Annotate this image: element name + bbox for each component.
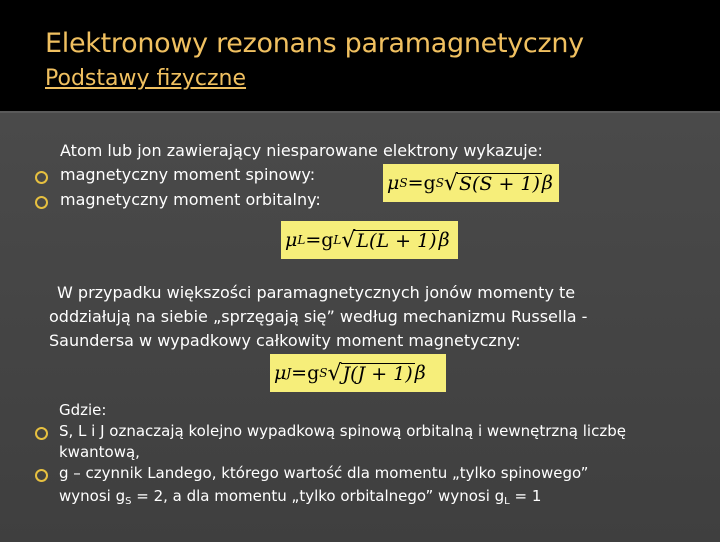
lande-text-part: = 2, a dla momentu „tylko orbitalnego” wynosi g bbox=[131, 487, 505, 505]
formula-subscript: L bbox=[333, 233, 342, 247]
formula-subscript: S bbox=[319, 366, 328, 380]
quantum-numbers-line2: kwantową, bbox=[59, 443, 140, 461]
coupling-text-line2: oddziałują na siebie „sprzęgają się” według mechanizmu Russella - bbox=[49, 307, 588, 326]
bullet-spin-moment: magnetyczny moment spinowy: bbox=[60, 165, 316, 184]
formula-equals: =g bbox=[407, 172, 436, 194]
lande-factor-line2 bbox=[59, 487, 541, 507]
slide-title: Elektronowy rezonans paramagnetyczny bbox=[45, 28, 584, 59]
total-moment-formula bbox=[270, 354, 446, 392]
formula-beta: β bbox=[541, 172, 553, 194]
where-label: Gdzie: bbox=[59, 401, 107, 419]
sqrt-symbol: √ J(J + 1) bbox=[327, 360, 413, 386]
formula-subscript: S bbox=[399, 176, 408, 190]
bullet-icon bbox=[35, 427, 48, 440]
coupling-text-line3: Saundersa w wypadkowy całkowity moment magnetyczny: bbox=[49, 331, 521, 350]
formula-radicand: S(S + 1) bbox=[458, 172, 540, 195]
bullet-icon bbox=[35, 469, 48, 482]
formula-symbol: μ bbox=[387, 172, 400, 194]
lande-text-part: = 1 bbox=[509, 487, 542, 505]
formula-subscript: J bbox=[286, 366, 292, 380]
formula-radicand: L(L + 1) bbox=[356, 229, 437, 252]
formula-beta: β bbox=[414, 362, 426, 384]
intro-text: Atom lub jon zawierający niesparowane elektrony wykazuje: bbox=[60, 141, 543, 160]
formula-beta: β bbox=[438, 229, 450, 251]
formula-equals: =g bbox=[291, 362, 320, 384]
lande-subscript: S bbox=[125, 496, 132, 507]
sqrt-symbol: √ L(L + 1) bbox=[341, 227, 437, 253]
formula-symbol: μ bbox=[274, 362, 287, 384]
lande-subscript: L bbox=[504, 496, 510, 507]
bullet-icon bbox=[35, 171, 48, 184]
slide-content bbox=[0, 111, 720, 542]
formula-radicand: J(J + 1) bbox=[342, 362, 413, 385]
quantum-numbers-line1: S, L i J oznaczają kolejno wypadkową spinową orbitalną i wewnętrzną liczbę bbox=[59, 422, 626, 440]
orbital-moment-formula bbox=[281, 221, 458, 259]
lande-factor-line1: g – czynnik Landego, którego wartość dla momentu „tylko spinowego” bbox=[59, 464, 589, 482]
lande-text-part: wynosi g bbox=[59, 487, 126, 505]
bullet-orbital-moment: magnetyczny moment orbitalny: bbox=[60, 190, 321, 209]
title-bar bbox=[0, 0, 720, 110]
bullet-icon bbox=[35, 196, 48, 209]
formula-symbol: μ bbox=[285, 229, 298, 251]
coupling-text-line1: W przypadku większości paramagnetycznych jonów momenty te bbox=[57, 283, 576, 302]
formula-equals: =g bbox=[305, 229, 334, 251]
spin-moment-formula bbox=[383, 164, 559, 202]
slide-subtitle: Podstawy fizyczne bbox=[45, 66, 247, 91]
sqrt-symbol: √ S(S + 1) bbox=[443, 170, 540, 196]
formula-subscript: L bbox=[297, 233, 306, 247]
formula-subscript: S bbox=[435, 176, 444, 190]
